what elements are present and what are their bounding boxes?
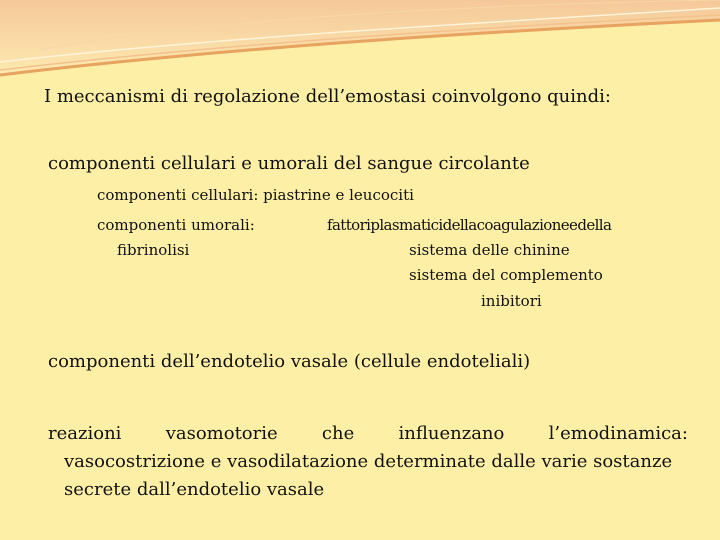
bullet-text: componenti dell’endotelio vasale (cellule endoteliali) (48, 351, 531, 372)
sub-item-chinine: sistema delle chinine (409, 241, 570, 259)
bullet-text: componenti cellulari e umorali del sangue circolante (48, 153, 530, 174)
word: che (321, 423, 355, 444)
paragraph-line-1 (44, 420, 688, 448)
slide-heading: I meccanismi di regolazione dell’emostasi coinvolgono quindi: (44, 86, 611, 107)
bullet-componenti-endotelio (44, 351, 530, 372)
bullet-componenti-cellulari-umorali (44, 153, 530, 174)
word: influenzano (398, 423, 505, 444)
sub-item-fattori-plasmatici: fattoriplasmaticidellacoagulazioneedella (327, 216, 612, 234)
sub-item-complemento: sistema del complemento (409, 266, 603, 284)
sub-item-inibitori: inibitori (481, 292, 542, 310)
sub-item-cellulari: componenti cellulari: piastrine e leucociti (97, 186, 414, 204)
word: l’emodinamica: (548, 423, 688, 444)
bullet-reazioni-vasomotorie (44, 420, 688, 504)
word: reazioni (48, 423, 122, 444)
word: vasomotorie (165, 423, 278, 444)
sub-item-umorali-label: componenti umorali: (97, 216, 255, 234)
paragraph-line-2: vasocostrizione e vasodilatazione determinate dalle varie sostanze (64, 451, 673, 472)
decorative-swirl-header (0, 0, 720, 90)
sub-item-fibrinolisi: fibrinolisi (117, 241, 190, 259)
paragraph-line-3: secrete dall’endotelio vasale (64, 479, 325, 500)
